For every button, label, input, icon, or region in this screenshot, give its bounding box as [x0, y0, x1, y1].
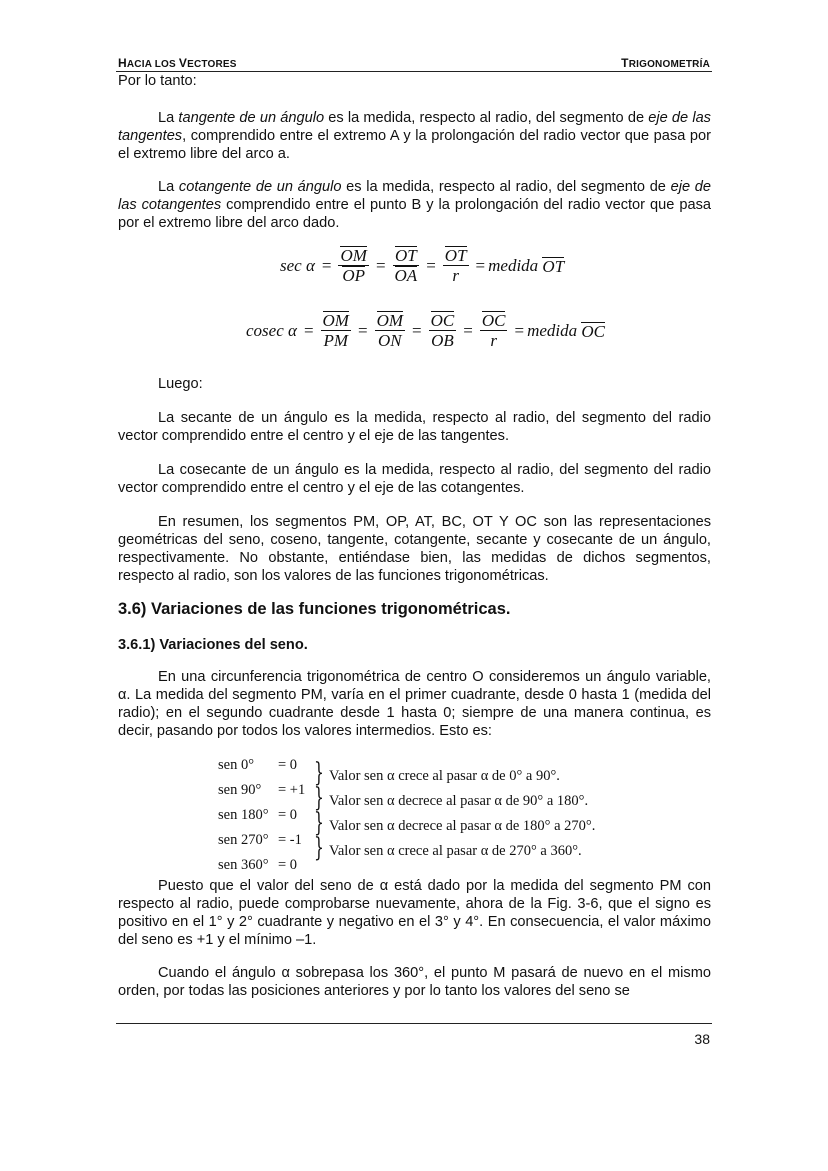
variation-description: Valor sen α crece al pasar α de 270° a 360°. — [329, 843, 582, 859]
paragraph-cotangent-definition: La cotangente de un ángulo es la medida, respecto al radio, del segmento de eje de las cotangentes comprendido entre el punto B y la prolongación del radio vector que pasa por el extremo libre del arco dado. — [118, 179, 711, 231]
paragraph-cosecant-definition: La cosecante de un ángulo es la medida, respecto al radio, del segmento del radio vector comprendido entre el centro y el eje de las cotangentes. — [118, 462, 711, 496]
fraction: $\frac{OM}{PM}$ — [322, 311, 349, 350]
fraction: $\frac{OT}{OA}$ — [394, 246, 418, 285]
fraction: $\frac{OM}{ON}$ — [376, 311, 404, 350]
paragraph-sine-sign: Puesto que el valor del seno de α está dado por la medida del segmento PM con respecto al radio, puede comprobarse nuevamente, ahora de la Fig. 3-6, que el signo es positivo en el 1° y 2° cuadrante y negativo en el 3° y 4°. En consecuencia, el valor máximo del seno es +1 y el mínimo –1. — [118, 878, 711, 948]
paragraph-summary: En resumen, los segmentos PM, OP, AT, BC, OT Y OC son las representaciones geométricas del seno, coseno, tangente, cotangente, secante y cosecante de un ángulo, respectivamente. No obstante, entiéndase bien, las medidas de dichos segmentos, respecto al radio, son los valores de las funciones trigonométricas. — [118, 514, 711, 584]
formula-secant: sec α = $\frac{OM}{OP}$ = $\frac{OT}{OA}$ = $\frac{OT}{r}$ = medida OT — [280, 246, 565, 285]
paragraph-sine-periodicity: Cuando el ángulo α sobrepasa los 360°, el punto M pasará de nuevo en el mismo orden, por todas las posiciones anteriores y por lo tanto los valores del seno se — [118, 965, 711, 999]
fraction: $\frac{OM}{OP}$ — [340, 246, 367, 285]
running-header-right: TRIGONOMETRÍA — [621, 56, 710, 70]
brace-icon: } — [314, 758, 324, 788]
formula-cosecant: cosec α = $\frac{OM}{PM}$ = $\frac{OM}{ON}$ = $\frac{OC}{OB}$ = $\frac{OC}{r}$ = medida OC — [246, 311, 605, 350]
page-number: 38 — [694, 1031, 710, 1047]
paragraph-luego: Luego: — [158, 376, 203, 392]
variation-description: Valor sen α crece al pasar α de 0° a 90°. — [329, 768, 560, 784]
fraction: $\frac{OT}{r}$ — [444, 246, 467, 285]
fraction: $\frac{OC}{r}$ — [481, 311, 506, 350]
footer-rule — [116, 1023, 712, 1024]
running-header-left: HACIA LOS VECTORES — [118, 56, 237, 70]
section-heading: 3.6) Variaciones de las funciones trigonométricas. — [118, 600, 511, 618]
brace-icon: } — [314, 808, 324, 838]
fraction: $\frac{OC}{OB}$ — [430, 311, 455, 350]
paragraph-tangent-definition: La tangente de un ángulo es la medida, respecto al radio, del segmento de eje de las tangentes, comprendido entre el extremo A y la prolongación del radio vector que pasa por el extremo libre del arco a. — [118, 110, 711, 162]
variation-description: Valor sen α decrece al pasar α de 180° a 270°. — [329, 818, 596, 834]
subsection-heading: 3.6.1) Variaciones del seno. — [118, 637, 308, 653]
paragraph-sine-variation: En una circunferencia trigonométrica de centro O consideremos un ángulo variable, α. La medida del segmento PM, varía en el primer cuadrante, desde 0 hasta 1 (medida del radio); en el segundo cuadrante desde 1 hasta 0; siempre de una manera continua, es decir, pasando por todos los valores intermedios. Esto es: — [118, 669, 711, 739]
brace-icon: } — [314, 783, 324, 813]
brace-icon: } — [314, 833, 324, 863]
variation-description: Valor sen α decrece al pasar α de 90° a 180°. — [329, 793, 589, 809]
paragraph-por-lo-tanto: Por lo tanto: — [118, 73, 197, 89]
paragraph-secant-definition: La secante de un ángulo es la medida, respecto al radio, del segmento del radio vector comprendido entre el centro y el eje de las tangentes. — [118, 410, 711, 444]
